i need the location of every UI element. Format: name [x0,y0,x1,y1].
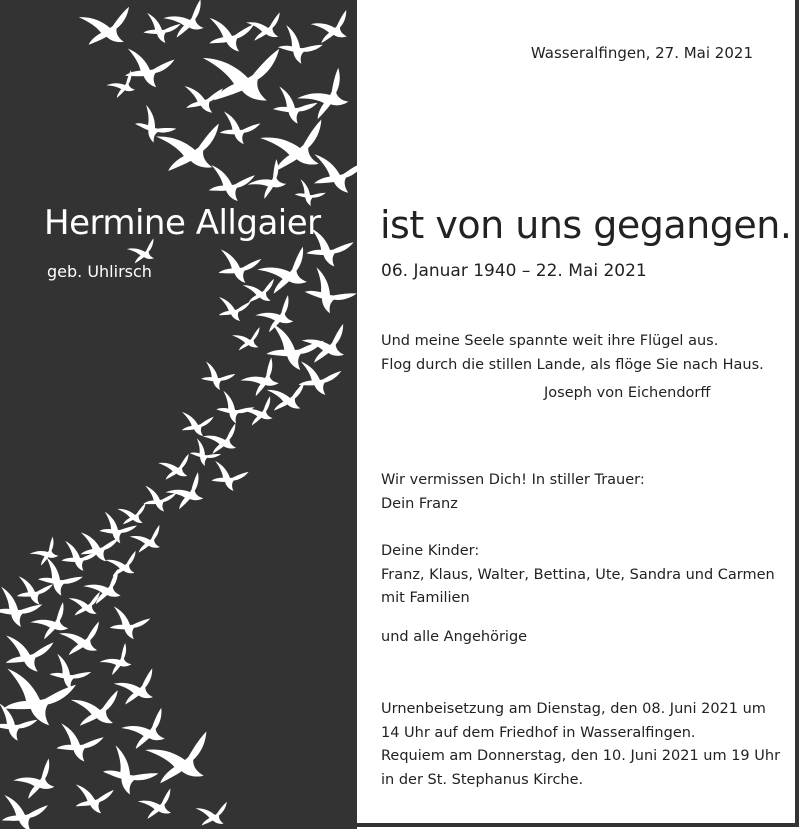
mourning-line: Wir vermissen Dich! In stiller Trauer: [381,472,645,488]
mourning-block [381,469,645,516]
poem-line: Und meine Seele spannte weit ihre Flügel aus. [381,333,719,349]
service-info-block [381,698,780,792]
dove-flock-top [79,0,357,209]
poem-line: Flog durch die stillen Lande, als flöge Sie nach Haus. [381,356,764,373]
place-and-date: Wasseralfingen, 27. Mai 2021 [530,44,753,62]
service-line: 14 Uhr auf dem Friedhof in Wasseralfingen. [381,724,696,741]
headline: ist von uns gegangen. [380,203,792,247]
children-line: Franz, Klaus, Walter, Bettina, Ute, Sandra und Carmen [381,566,775,583]
dark-side-panel [0,0,357,829]
service-line: Urnenbeisetzung am Dienstag, den 08. Juni 2021 um [381,701,766,717]
service-line: in der St. Stephanus Kirche. [381,771,584,788]
flying-doves-illustration [0,0,357,829]
mourning-line: Dein Franz [381,495,458,512]
poem-quote [381,330,764,377]
relatives-line: und alle Angehörige [381,629,528,645]
dove-flock-bottom [0,511,231,829]
children-block [381,540,775,611]
life-dates: 06. Januar 1940 – 22. Mai 2021 [381,261,647,281]
children-line: mit Familien [381,590,470,606]
dove-flock-middle [117,227,356,527]
poem-author: Joseph von Eichendorff [544,385,711,401]
children-line: Deine Kinder: [381,543,480,559]
birth-name: geb. Uhlirsch [47,262,152,281]
service-line: Requiem am Donnerstag, den 10. Juni 2021 um 19 Uhr [381,748,781,764]
deceased-name: Hermine Allgaier [44,203,321,243]
